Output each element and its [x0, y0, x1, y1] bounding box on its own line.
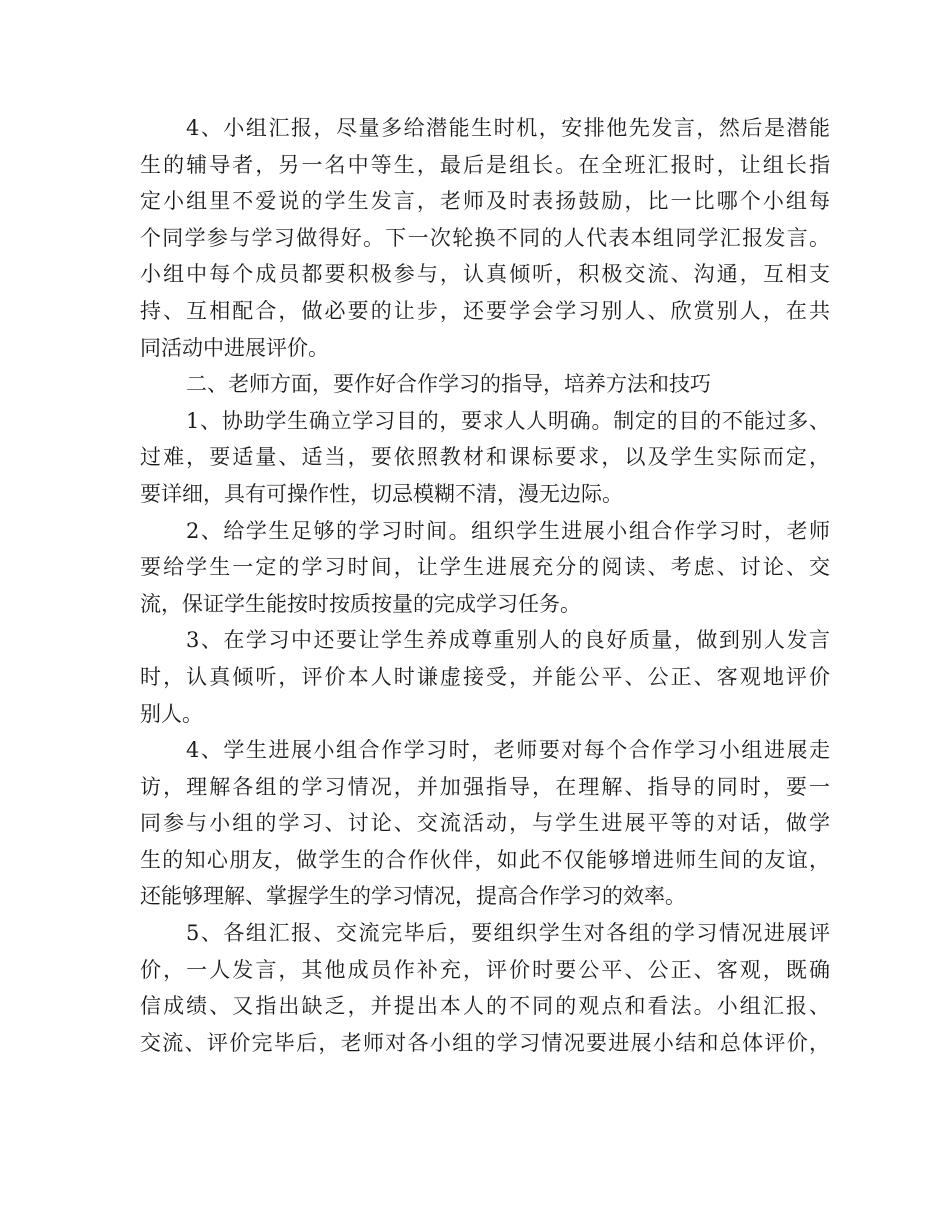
text-line: 还能够理解、掌握学生的学习情况，提高合作学习的效率。 — [140, 884, 686, 909]
text-line: 同活动中进展评价。 — [140, 335, 329, 360]
text-line: 生的辅导者，另一名中等生，最后是组长。在全班汇报时，让组长指 — [140, 152, 830, 177]
text-line: 3、在学习中还要让学生养成尊重别人的良好质量，做到别人发言 — [186, 628, 830, 653]
text-line: 4、学生进展小组合作学习时，老师要对每个合作学习小组进展走 — [186, 738, 830, 763]
text-line: 过难，要适量、适当，要依照教材和课标要求，以及学生实际而定， — [140, 445, 830, 470]
text-line: 价，一人发言，其他成员作补充，评价时要公平、公正、客观，既确 — [140, 957, 830, 982]
text-line: 信成绩、又指出缺乏，并提出本人的不同的观点和看法。小组汇报、 — [140, 994, 830, 1019]
text-line: 个同学参与学习做得好。下一次轮换不同的人代表本组同学汇报发言。 — [140, 225, 830, 250]
text-line: 生的知心朋友，做学生的合作伙伴，如此不仅能够增进师生间的友谊， — [140, 847, 830, 872]
text-line: 别人。 — [140, 701, 203, 726]
text-line: 时，认真倾听，评价本人时谦虚接受，并能公平、公正、客观地评价 — [140, 664, 830, 689]
text-line: 2、给学生足够的学习时间。组织学生进展小组合作学习时，老师 — [186, 518, 830, 543]
text-line: 持、互相配合，做必要的让步，还要学会学习别人、欣赏别人，在共 — [140, 298, 830, 323]
text-line: 交流、评价完毕后，老师对各小组的学习情况要进展小结和总体评价， — [140, 1030, 830, 1055]
text-line: 访，理解各组的学习情况，并加强指导，在理解、指导的同时，要一 — [140, 774, 830, 799]
text-line: 同参与小组的学习、讨论、交流活动，与学生进展平等的对话，做学 — [140, 811, 830, 836]
text-line: 4、小组汇报，尽量多给潜能生时机，安排他先发言，然后是潜能 — [186, 116, 830, 140]
text-line: 要详细，具有可操作性，切忌模糊不清，漫无边际。 — [140, 481, 623, 506]
text-line: 要给学生一定的学习时间，让学生进展充分的阅读、考虑、讨论、交 — [140, 555, 830, 580]
text-line: 1、协助学生确立学习目的，要求人人明确。制定的目的不能过多、 — [186, 408, 830, 433]
text-line: 二、老师方面，要作好合作学习的指导，培养方法和技巧 — [186, 372, 711, 397]
text-line: 5、各组汇报、交流完毕后，要组织学生对各组的学习情况进展评 — [186, 921, 830, 946]
document-body — [140, 110, 830, 1061]
text-line: 定小组里不爱说的学生发言，老师及时表扬鼓励，比一比哪个小组每 — [140, 189, 830, 214]
text-line: 小组中每个成员都要积极参与，认真倾听，积极交流、沟通，互相支 — [140, 262, 830, 287]
text-line: 流，保证学生能按时按质按量的完成学习任务。 — [140, 591, 581, 616]
